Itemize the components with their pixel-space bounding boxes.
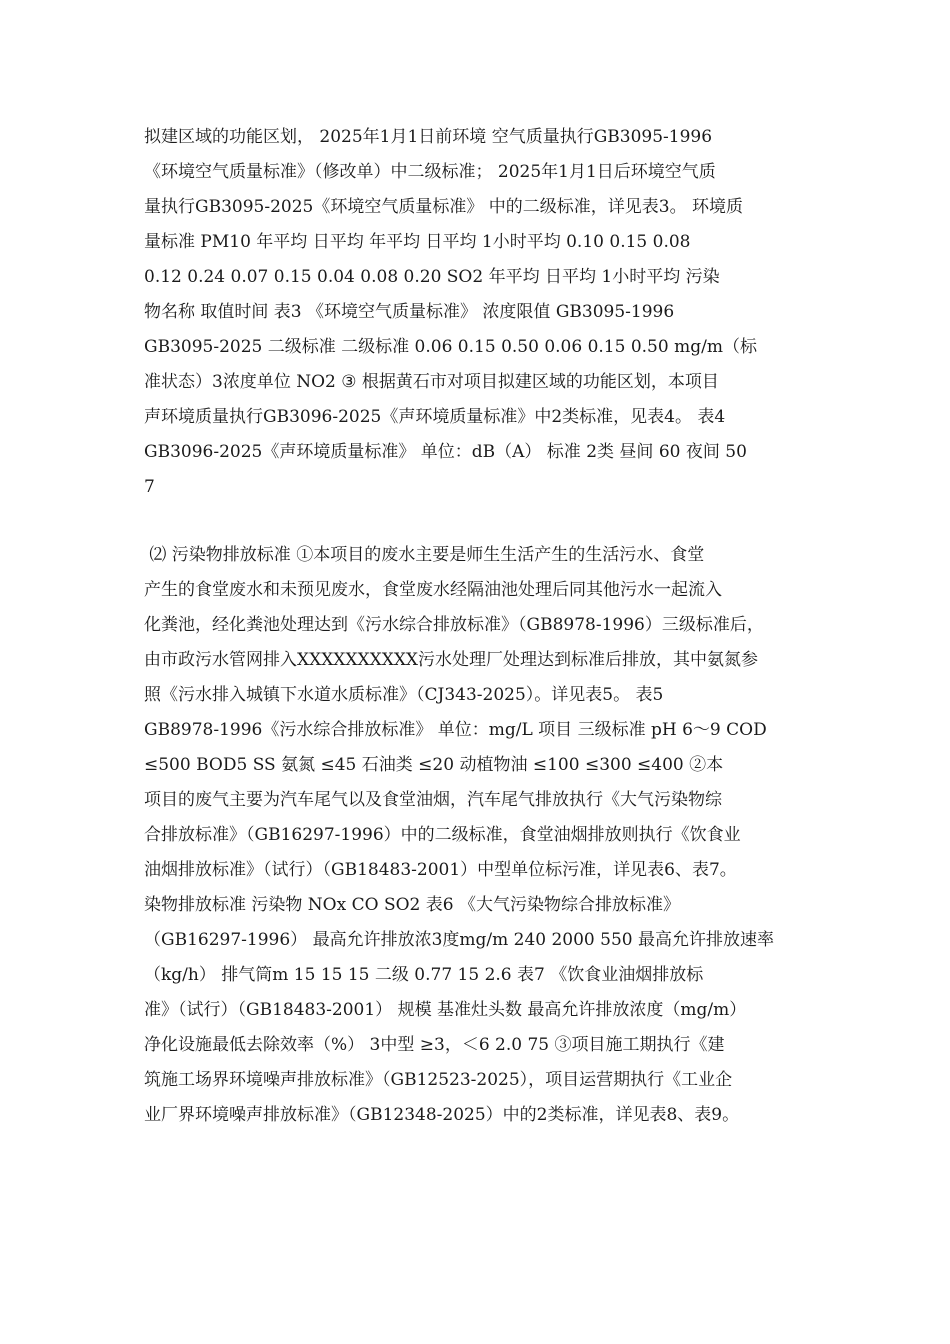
text-line: 量执行GB3095-2025《环境空气质量标准》 中的二级标准，详见表3。 环境质: [144, 197, 743, 217]
text-line: 《环境空气质量标准》（修改单）中二级标准； 2025年1月1日后环境空气质: [144, 162, 716, 182]
text-line: 7: [144, 477, 155, 497]
text-line: 染物排放标准 污染物 NOx CO SO2 表6 《大气污染物综合排放标准》: [144, 895, 680, 915]
text-line: ⑵ 污染物排放标准 ①本项目的废水主要是师生生活产生的生活污水、食堂: [144, 545, 705, 565]
text-line: GB3095-2025 二级标准 二级标准 0.06 0.15 0.50 0.06 0.15 0.50 mg/m（标: [144, 337, 757, 357]
text-line: 合排放标准》（GB16297-1996）中的二级标准，食堂油烟排放则执行《饮食业: [144, 825, 741, 845]
text-line: 筑施工场界环境噪声排放标准》（GB12523-2025），项目运营期执行《工业企: [144, 1070, 733, 1090]
text-line: 产生的食堂废水和未预见废水，食堂废水经隔油池处理后同其他污水一起流入: [144, 580, 722, 600]
text-line: 油烟排放标准》（试行）（GB18483-2001）中型单位标污准，详见表6、表7。: [144, 860, 737, 880]
text-line: 项目的废气主要为汽车尾气以及食堂油烟，汽车尾气排放执行《大气污染物综: [144, 790, 722, 810]
text-line: 准状态）3浓度单位 NO2 ③ 根据黄石市对项目拟建区域的功能区划，本项目: [144, 372, 719, 392]
text-line: ≤500 BOD5 SS 氨氮 ≤45 石油类 ≤20 动植物油 ≤100 ≤300 ≤400 ②本: [144, 755, 724, 775]
text-line: 拟建区域的功能区划， 2025年1月1日前环境 空气质量执行GB3095-1996: [144, 127, 713, 147]
text-line: 照《污水排入城镇下水道水质标准》（CJ343-2025）。详见表5。 表5: [144, 685, 664, 705]
text-line: 化粪池，经化粪池处理达到《污水综合排放标准》（GB8978-1996）三级标准后，: [144, 615, 764, 635]
text-line: 业厂界环境噪声排放标准》（GB12348-2025）中的2类标准，详见表8、表9。: [144, 1105, 740, 1125]
text-line: 量标准 PM10 年平均 日平均 年平均 日平均 1小时平均 0.10 0.15 0.08: [144, 232, 691, 252]
text-line: 声环境质量执行GB3096-2025《声环境质量标准》中2类标准，见表4。 表4: [144, 407, 726, 427]
text-line: GB8978-1996《污水综合排放标准》 单位：mg/L 项目 三级标准 pH 6～9 COD: [144, 720, 767, 740]
text-line: （kg/h） 排气筒m 15 15 15 二级 0.77 15 2.6 表7 《饮食业油烟排放标: [144, 965, 704, 985]
text-line: GB3096-2025《声环境质量标准》 单位：dB（A） 标准 2类 昼间 60 夜间 50: [144, 442, 747, 462]
text-line: 物名称 取值时间 表3 《环境空气质量标准》 浓度限值 GB3095-1996: [144, 302, 675, 322]
text-line: （GB16297-1996） 最高允许排放浓3度mg/m 240 2000 550 最高允许排放速率: [144, 930, 775, 950]
text-line: 准》（试行）（GB18483-2001） 规模 基准灶头数 最高允许排放浓度（mg/m）: [144, 1000, 747, 1020]
text-line: 由市政污水管网排入XXXXXXXXXX污水处理厂处理达到标准后排放，其中氨氮参: [144, 650, 759, 670]
text-line: 净化设施最低去除效率（%） 3中型 ≥3，＜6 2.0 75 ③项目施工期执行《建: [144, 1035, 725, 1055]
text-line: 0.12 0.24 0.07 0.15 0.04 0.08 0.20 SO2 年平均 日平均 1小时平均 污染: [144, 267, 720, 287]
